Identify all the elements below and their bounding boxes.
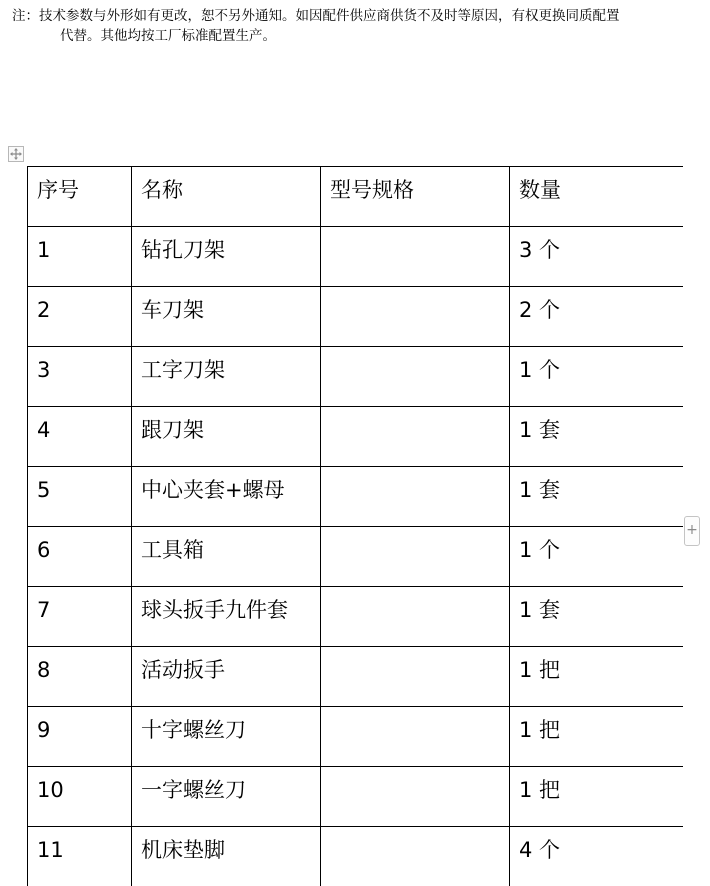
cell-model[interactable] (321, 767, 510, 827)
cell-quantity[interactable]: 3 个 (510, 227, 684, 287)
table-row (28, 467, 684, 527)
table-row (28, 347, 684, 407)
cell-name[interactable]: 跟刀架 (132, 407, 321, 467)
cell-model[interactable] (321, 587, 510, 647)
cell-index[interactable]: 11 (28, 827, 132, 886)
header-cell-name[interactable]: 名称 (132, 167, 321, 227)
note-line-2: 代替。其他均按工厂标准配置生产。 (12, 26, 710, 46)
table-row (28, 707, 684, 767)
cell-model[interactable] (321, 347, 510, 407)
cell-name[interactable]: 工字刀架 (132, 347, 321, 407)
cell-name[interactable]: 工具箱 (132, 527, 321, 587)
cell-quantity[interactable]: 1 把 (510, 707, 684, 767)
cell-name[interactable]: 机床垫脚 (132, 827, 321, 886)
note-line-1: 注：技术参数与外形如有更改，恕不另外通知。如因配件供应商供货不及时等原因，有权更换同质配置 (12, 6, 710, 26)
cell-name[interactable]: 钻孔刀架 (132, 227, 321, 287)
header-cell-index[interactable]: 序号 (28, 167, 132, 227)
cell-quantity[interactable]: 1 套 (510, 587, 684, 647)
cell-quantity[interactable]: 1 套 (510, 467, 684, 527)
table-row (28, 227, 684, 287)
table-row (28, 527, 684, 587)
cell-quantity[interactable]: 1 套 (510, 407, 684, 467)
cell-quantity[interactable]: 1 把 (510, 647, 684, 707)
cell-model[interactable] (321, 407, 510, 467)
header-cell-model[interactable]: 型号规格 (321, 167, 510, 227)
add-row-button[interactable] (684, 516, 700, 546)
cell-index[interactable]: 7 (28, 587, 132, 647)
move-arrows-icon (10, 148, 22, 160)
cell-model[interactable] (321, 287, 510, 347)
note-paragraph (12, 6, 710, 46)
parts-table (27, 166, 683, 886)
cell-index[interactable]: 10 (28, 767, 132, 827)
cell-index[interactable]: 5 (28, 467, 132, 527)
table-row (28, 647, 684, 707)
cell-model[interactable] (321, 647, 510, 707)
cell-model[interactable] (321, 527, 510, 587)
cell-name[interactable]: 中心夹套+螺母 (132, 467, 321, 527)
cell-model[interactable] (321, 827, 510, 886)
cell-index[interactable]: 9 (28, 707, 132, 767)
cell-model[interactable] (321, 467, 510, 527)
cell-model[interactable] (321, 707, 510, 767)
table-row (28, 827, 684, 886)
table-row (28, 767, 684, 827)
cell-index[interactable]: 4 (28, 407, 132, 467)
cell-quantity[interactable]: 1 个 (510, 527, 684, 587)
cell-index[interactable]: 8 (28, 647, 132, 707)
table-row (28, 287, 684, 347)
cell-name[interactable]: 球头扳手九件套 (132, 587, 321, 647)
cell-name[interactable]: 一字螺丝刀 (132, 767, 321, 827)
cell-quantity[interactable]: 1 个 (510, 347, 684, 407)
cell-model[interactable] (321, 227, 510, 287)
cell-name[interactable]: 车刀架 (132, 287, 321, 347)
table-row (28, 407, 684, 467)
cell-index[interactable]: 1 (28, 227, 132, 287)
header-cell-quantity[interactable]: 数量 (510, 167, 684, 227)
table-row (28, 587, 684, 647)
parts-table-container (27, 166, 683, 886)
cell-index[interactable]: 3 (28, 347, 132, 407)
cell-quantity[interactable]: 2 个 (510, 287, 684, 347)
cell-index[interactable]: 2 (28, 287, 132, 347)
cell-name[interactable]: 十字螺丝刀 (132, 707, 321, 767)
plus-icon: + (686, 522, 698, 538)
cell-quantity[interactable]: 1 把 (510, 767, 684, 827)
table-header-row (28, 167, 684, 227)
cell-name[interactable]: 活动扳手 (132, 647, 321, 707)
cell-quantity[interactable]: 4 个 (510, 827, 684, 886)
table-move-handle[interactable] (8, 146, 24, 162)
cell-index[interactable]: 6 (28, 527, 132, 587)
